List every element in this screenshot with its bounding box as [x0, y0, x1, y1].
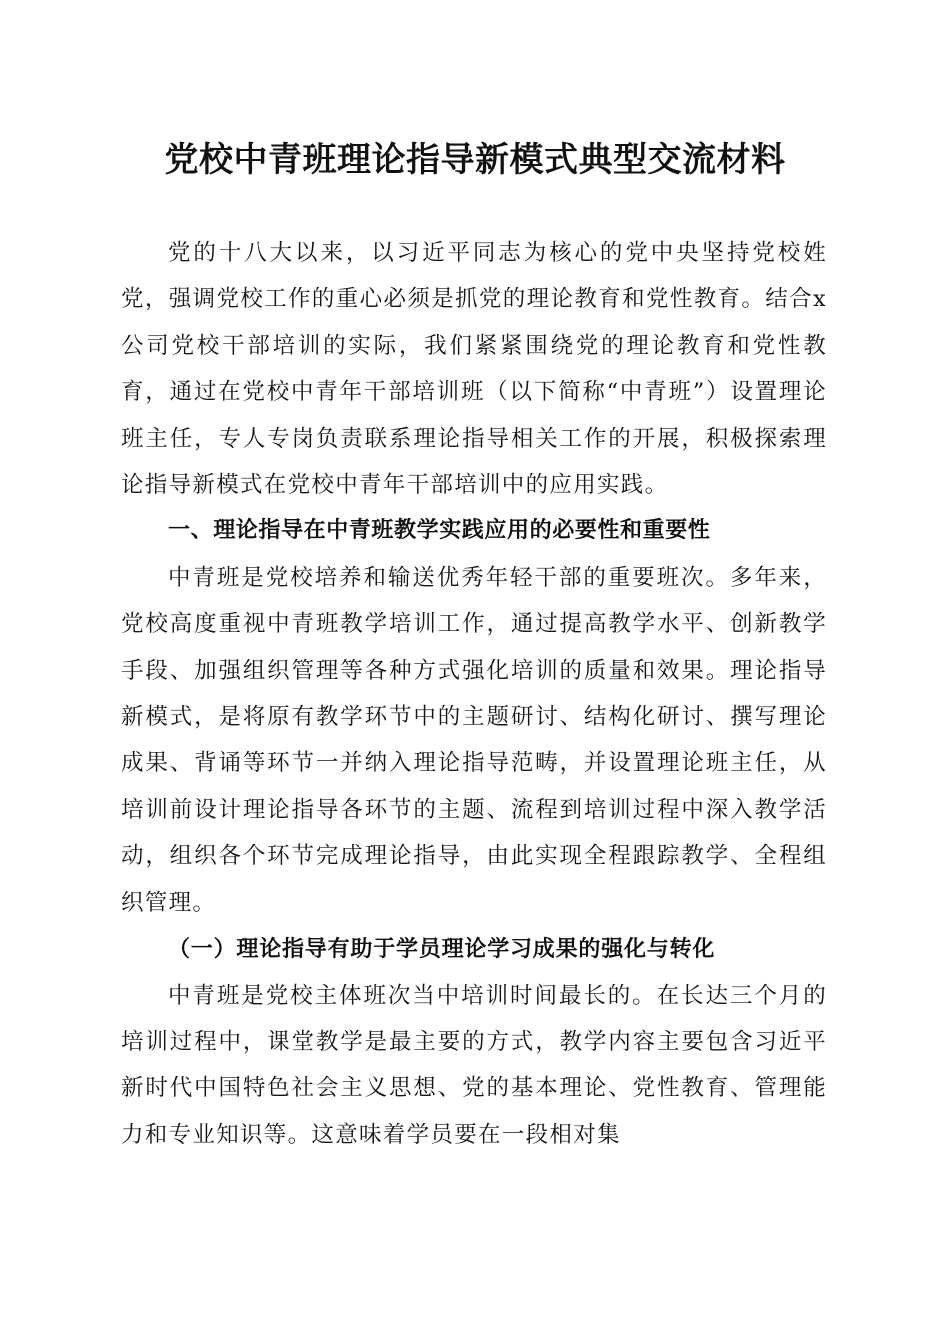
- document-title: 党校中青班理论指导新模式典型交流材料: [164, 140, 786, 180]
- intro-paragraph: 党的十八大以来，以习近平同志为核心的党中央坚持党校姓党，强调党校工作的重心必须是抓党的理论教育和党性教育。结合x公司党校干部培训的实际，我们紧紧围绕党的理论教育和党性教育，通过在党校中青年干部培训班（以下简称“中青班”）设置理论班主任，专人专岗负责联系理论指导相关工作的开展，积极探索理论指导新模式在党校中青年干部培训中的应用实践。: [121, 240, 827, 499]
- document-body: [121, 230, 827, 1158]
- section-paragraph: 中青班是党校培养和输送优秀年轻干部的重要班次。多年来，党校高度重视中青班教学培训工作，通过提高教学水平、创新教学手段、加强组织管理等各种方式强化培训的质量和效果。理论指导新模式，是将原有教学环节中的主题研讨、结构化研讨、撰写理论成果、背诵等环节一并纳入理论指导范畴，并设置理论班主任，从培训前设计理论指导各环节的主题、流程到培训过程中深入教学活动，组织各个环节完成理论指导，由此实现全程跟踪教学、全程组织管理。: [121, 564, 827, 916]
- section-heading: 一、理论指导在中青班教学实践应用的必要性和重要性: [168, 518, 711, 544]
- subsection-paragraph: 中青班是党校主体班次当中培训时间最长的。在长达三个月的培训过程中，课堂教学是最主要的方式，教学内容主要包含习近平新时代中国特色社会主义思想、党的基本理论、党性教育、管理能力和专业知识等。这意味着学员要在一段相对集: [121, 982, 827, 1148]
- subsection-heading: （一）理论指导有助于学员理论学习成果的强化与转化: [168, 936, 716, 963]
